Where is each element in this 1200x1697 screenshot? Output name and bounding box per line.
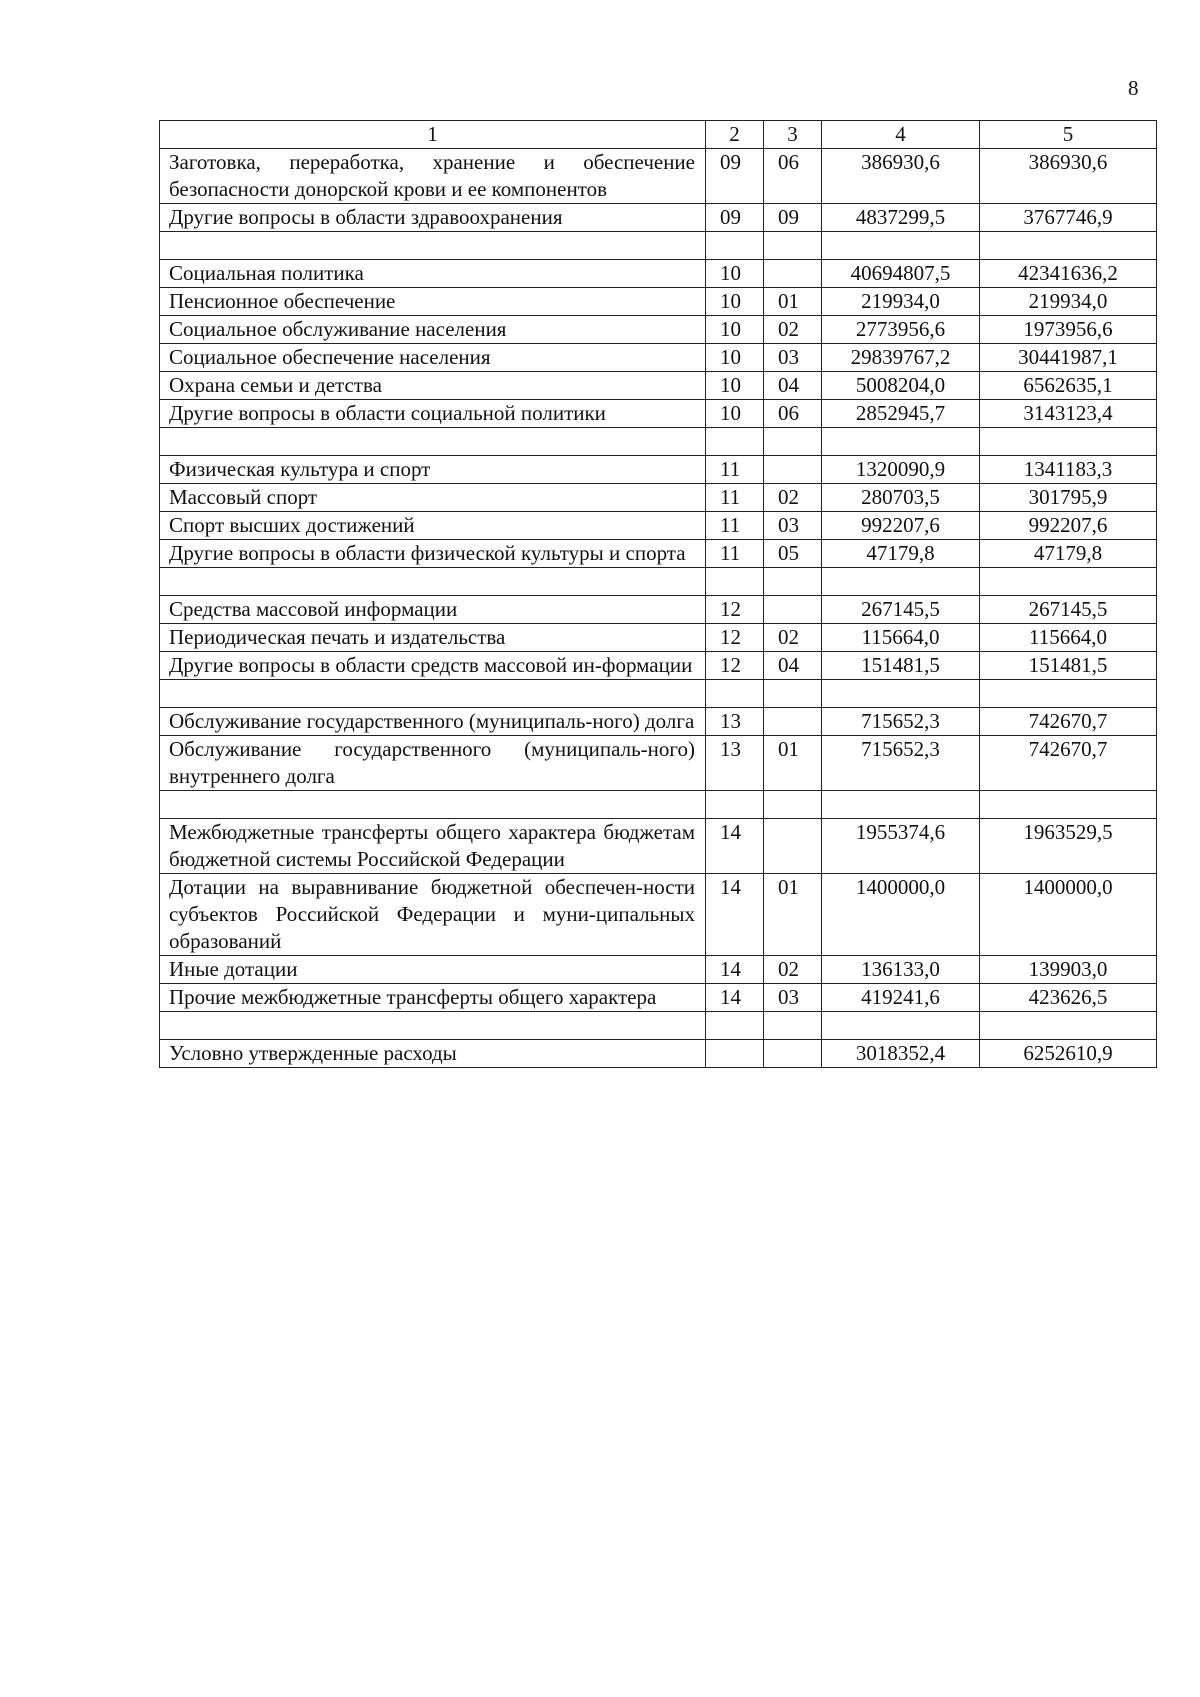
row-name-cell: Межбюджетные трансферты общего характера бюджетам бюджетной системы Российской Федерации bbox=[160, 819, 706, 874]
row-value-year2-cell: 42341636,2 bbox=[980, 260, 1157, 288]
row-name-cell: Социальное обеспечение населения bbox=[160, 344, 706, 372]
table-row bbox=[160, 149, 1157, 204]
row-name-cell: Иные дотации bbox=[160, 956, 706, 984]
row-value-year2-cell: 742670,7 bbox=[980, 736, 1157, 791]
row-section-cell: 14 bbox=[706, 984, 764, 1012]
blank-cell bbox=[764, 680, 822, 708]
row-value-year2-cell: 3767746,9 bbox=[980, 204, 1157, 232]
row-name-cell: Средства массовой информации bbox=[160, 596, 706, 624]
row-value-year1-cell: 4837299,5 bbox=[822, 204, 980, 232]
blank-cell bbox=[980, 791, 1157, 819]
row-value-year2-cell: 1973956,6 bbox=[980, 316, 1157, 344]
blank-cell bbox=[822, 791, 980, 819]
row-name-cell: Массовый спорт bbox=[160, 484, 706, 512]
header-col-5: 5 bbox=[980, 121, 1157, 149]
row-subsection-cell: 03 bbox=[764, 512, 822, 540]
row-value-year1-cell: 5008204,0 bbox=[822, 372, 980, 400]
row-name-cell: Другие вопросы в области средств массовой ин-формации bbox=[160, 652, 706, 680]
blank-cell bbox=[980, 232, 1157, 260]
row-name-cell: Социальная политика bbox=[160, 260, 706, 288]
row-subsection-cell bbox=[764, 1040, 822, 1068]
row-section-cell: 12 bbox=[706, 624, 764, 652]
row-value-year1-cell: 219934,0 bbox=[822, 288, 980, 316]
table-row bbox=[160, 260, 1157, 288]
row-section-cell: 10 bbox=[706, 260, 764, 288]
row-value-year2-cell: 115664,0 bbox=[980, 624, 1157, 652]
row-value-year2-cell: 6252610,9 bbox=[980, 1040, 1157, 1068]
blank-cell bbox=[980, 680, 1157, 708]
row-name-cell: Пенсионное обеспечение bbox=[160, 288, 706, 316]
row-section-cell: 11 bbox=[706, 512, 764, 540]
table-row bbox=[160, 624, 1157, 652]
row-value-year1-cell: 992207,6 bbox=[822, 512, 980, 540]
row-name-cell: Дотации на выравнивание бюджетной обеспечен-ности субъектов Российской Федерации и муни-ципальных образований bbox=[160, 874, 706, 956]
row-value-year1-cell: 40694807,5 bbox=[822, 260, 980, 288]
blank-cell bbox=[160, 428, 706, 456]
row-value-year1-cell: 280703,5 bbox=[822, 484, 980, 512]
blank-cell bbox=[822, 232, 980, 260]
row-value-year2-cell: 47179,8 bbox=[980, 540, 1157, 568]
table-row bbox=[160, 316, 1157, 344]
blank-cell bbox=[764, 428, 822, 456]
row-subsection-cell: 06 bbox=[764, 400, 822, 428]
row-value-year1-cell: 136133,0 bbox=[822, 956, 980, 984]
row-section-cell: 14 bbox=[706, 956, 764, 984]
blank-cell bbox=[160, 791, 706, 819]
header-col-2: 2 bbox=[706, 121, 764, 149]
row-name-cell: Периодическая печать и издательства bbox=[160, 624, 706, 652]
row-name-cell: Охрана семьи и детства bbox=[160, 372, 706, 400]
row-value-year1-cell: 419241,6 bbox=[822, 984, 980, 1012]
row-section-cell: 10 bbox=[706, 344, 764, 372]
blank-row bbox=[160, 568, 1157, 596]
blank-cell bbox=[764, 232, 822, 260]
row-value-year2-cell: 386930,6 bbox=[980, 149, 1157, 204]
row-name-cell: Физическая культура и спорт bbox=[160, 456, 706, 484]
blank-cell bbox=[822, 428, 980, 456]
row-value-year1-cell: 151481,5 bbox=[822, 652, 980, 680]
table-row bbox=[160, 956, 1157, 984]
table-row bbox=[160, 819, 1157, 874]
blank-cell bbox=[706, 791, 764, 819]
row-value-year2-cell: 992207,6 bbox=[980, 512, 1157, 540]
row-value-year2-cell: 423626,5 bbox=[980, 984, 1157, 1012]
row-section-cell: 13 bbox=[706, 708, 764, 736]
table-row bbox=[160, 204, 1157, 232]
blank-cell bbox=[764, 791, 822, 819]
table-row bbox=[160, 540, 1157, 568]
table-row bbox=[160, 372, 1157, 400]
row-name-cell: Прочие межбюджетные трансферты общего характера bbox=[160, 984, 706, 1012]
row-section-cell: 12 bbox=[706, 652, 764, 680]
row-subsection-cell: 02 bbox=[764, 484, 822, 512]
blank-cell bbox=[160, 1012, 706, 1040]
row-section-cell: 14 bbox=[706, 819, 764, 874]
table-row bbox=[160, 874, 1157, 956]
blank-cell bbox=[160, 680, 706, 708]
row-subsection-cell bbox=[764, 596, 822, 624]
row-section-cell: 10 bbox=[706, 400, 764, 428]
row-value-year1-cell: 1400000,0 bbox=[822, 874, 980, 956]
blank-cell bbox=[706, 428, 764, 456]
blank-cell bbox=[764, 1012, 822, 1040]
blank-row bbox=[160, 1012, 1157, 1040]
table-row bbox=[160, 484, 1157, 512]
row-subsection-cell: 04 bbox=[764, 652, 822, 680]
table-row bbox=[160, 736, 1157, 791]
row-value-year1-cell: 1320090,9 bbox=[822, 456, 980, 484]
row-section-cell: 11 bbox=[706, 540, 764, 568]
blank-cell bbox=[822, 680, 980, 708]
row-value-year2-cell: 267145,5 bbox=[980, 596, 1157, 624]
row-value-year2-cell: 301795,9 bbox=[980, 484, 1157, 512]
row-value-year1-cell: 715652,3 bbox=[822, 708, 980, 736]
row-value-year2-cell: 3143123,4 bbox=[980, 400, 1157, 428]
row-name-cell: Социальное обслуживание населения bbox=[160, 316, 706, 344]
row-value-year1-cell: 386930,6 bbox=[822, 149, 980, 204]
blank-cell bbox=[822, 568, 980, 596]
row-subsection-cell: 09 bbox=[764, 204, 822, 232]
row-value-year2-cell: 151481,5 bbox=[980, 652, 1157, 680]
row-subsection-cell: 02 bbox=[764, 316, 822, 344]
row-value-year2-cell: 30441987,1 bbox=[980, 344, 1157, 372]
row-section-cell bbox=[706, 1040, 764, 1068]
row-subsection-cell: 01 bbox=[764, 736, 822, 791]
row-subsection-cell: 01 bbox=[764, 288, 822, 316]
blank-cell bbox=[764, 568, 822, 596]
row-value-year2-cell: 1400000,0 bbox=[980, 874, 1157, 956]
row-value-year1-cell: 2773956,6 bbox=[822, 316, 980, 344]
table-header-row bbox=[160, 121, 1157, 149]
row-section-cell: 11 bbox=[706, 484, 764, 512]
row-subsection-cell: 01 bbox=[764, 874, 822, 956]
row-value-year1-cell: 47179,8 bbox=[822, 540, 980, 568]
table-row bbox=[160, 288, 1157, 316]
table-row bbox=[160, 400, 1157, 428]
row-name-cell: Условно утвержденные расходы bbox=[160, 1040, 706, 1068]
row-subsection-cell bbox=[764, 260, 822, 288]
header-col-4: 4 bbox=[822, 121, 980, 149]
blank-row bbox=[160, 791, 1157, 819]
row-section-cell: 10 bbox=[706, 288, 764, 316]
row-subsection-cell: 03 bbox=[764, 344, 822, 372]
row-section-cell: 10 bbox=[706, 372, 764, 400]
row-value-year1-cell: 1955374,6 bbox=[822, 819, 980, 874]
table-row bbox=[160, 344, 1157, 372]
row-subsection-cell bbox=[764, 456, 822, 484]
row-value-year2-cell: 1341183,3 bbox=[980, 456, 1157, 484]
row-name-cell: Другие вопросы в области физической культуры и спорта bbox=[160, 540, 706, 568]
row-name-cell: Спорт высших достижений bbox=[160, 512, 706, 540]
row-name-cell: Заготовка, переработка, хранение и обеспечение безопасности донорской крови и ее компонентов bbox=[160, 149, 706, 204]
row-value-year1-cell: 715652,3 bbox=[822, 736, 980, 791]
row-name-cell: Другие вопросы в области социальной политики bbox=[160, 400, 706, 428]
row-value-year2-cell: 1963529,5 bbox=[980, 819, 1157, 874]
row-value-year2-cell: 6562635,1 bbox=[980, 372, 1157, 400]
row-subsection-cell: 06 bbox=[764, 149, 822, 204]
row-subsection-cell: 05 bbox=[764, 540, 822, 568]
row-value-year1-cell: 115664,0 bbox=[822, 624, 980, 652]
blank-row bbox=[160, 232, 1157, 260]
row-section-cell: 09 bbox=[706, 204, 764, 232]
row-subsection-cell bbox=[764, 708, 822, 736]
budget-expenditure-table bbox=[159, 120, 1157, 1068]
table-row bbox=[160, 512, 1157, 540]
row-value-year1-cell: 29839767,2 bbox=[822, 344, 980, 372]
blank-cell bbox=[980, 568, 1157, 596]
blank-cell bbox=[980, 1012, 1157, 1040]
blank-cell bbox=[160, 568, 706, 596]
blank-cell bbox=[706, 1012, 764, 1040]
row-value-year1-cell: 3018352,4 bbox=[822, 1040, 980, 1068]
table-row bbox=[160, 652, 1157, 680]
row-value-year2-cell: 219934,0 bbox=[980, 288, 1157, 316]
blank-row bbox=[160, 680, 1157, 708]
row-section-cell: 09 bbox=[706, 149, 764, 204]
blank-cell bbox=[822, 1012, 980, 1040]
row-value-year2-cell: 139903,0 bbox=[980, 956, 1157, 984]
row-section-cell: 10 bbox=[706, 316, 764, 344]
row-subsection-cell: 02 bbox=[764, 956, 822, 984]
header-col-3: 3 bbox=[764, 121, 822, 149]
row-value-year2-cell: 742670,7 bbox=[980, 708, 1157, 736]
row-value-year1-cell: 267145,5 bbox=[822, 596, 980, 624]
row-name-cell: Обслуживание государственного (муниципаль-ного) внутреннего долга bbox=[160, 736, 706, 791]
row-name-cell: Обслуживание государственного (муниципаль-ного) долга bbox=[160, 708, 706, 736]
table-row bbox=[160, 596, 1157, 624]
row-section-cell: 12 bbox=[706, 596, 764, 624]
table-row bbox=[160, 1040, 1157, 1068]
row-subsection-cell: 03 bbox=[764, 984, 822, 1012]
blank-row bbox=[160, 428, 1157, 456]
row-subsection-cell: 02 bbox=[764, 624, 822, 652]
table-row bbox=[160, 456, 1157, 484]
row-section-cell: 11 bbox=[706, 456, 764, 484]
row-value-year1-cell: 2852945,7 bbox=[822, 400, 980, 428]
table-row bbox=[160, 984, 1157, 1012]
row-subsection-cell: 04 bbox=[764, 372, 822, 400]
row-section-cell: 14 bbox=[706, 874, 764, 956]
row-name-cell: Другие вопросы в области здравоохранения bbox=[160, 204, 706, 232]
blank-cell bbox=[980, 428, 1157, 456]
row-subsection-cell bbox=[764, 819, 822, 874]
blank-cell bbox=[706, 568, 764, 596]
row-section-cell: 13 bbox=[706, 736, 764, 791]
page-number: 8 bbox=[1128, 76, 1139, 100]
blank-cell bbox=[160, 232, 706, 260]
table-row bbox=[160, 708, 1157, 736]
blank-cell bbox=[706, 232, 764, 260]
blank-cell bbox=[706, 680, 764, 708]
header-col-1: 1 bbox=[160, 121, 706, 149]
